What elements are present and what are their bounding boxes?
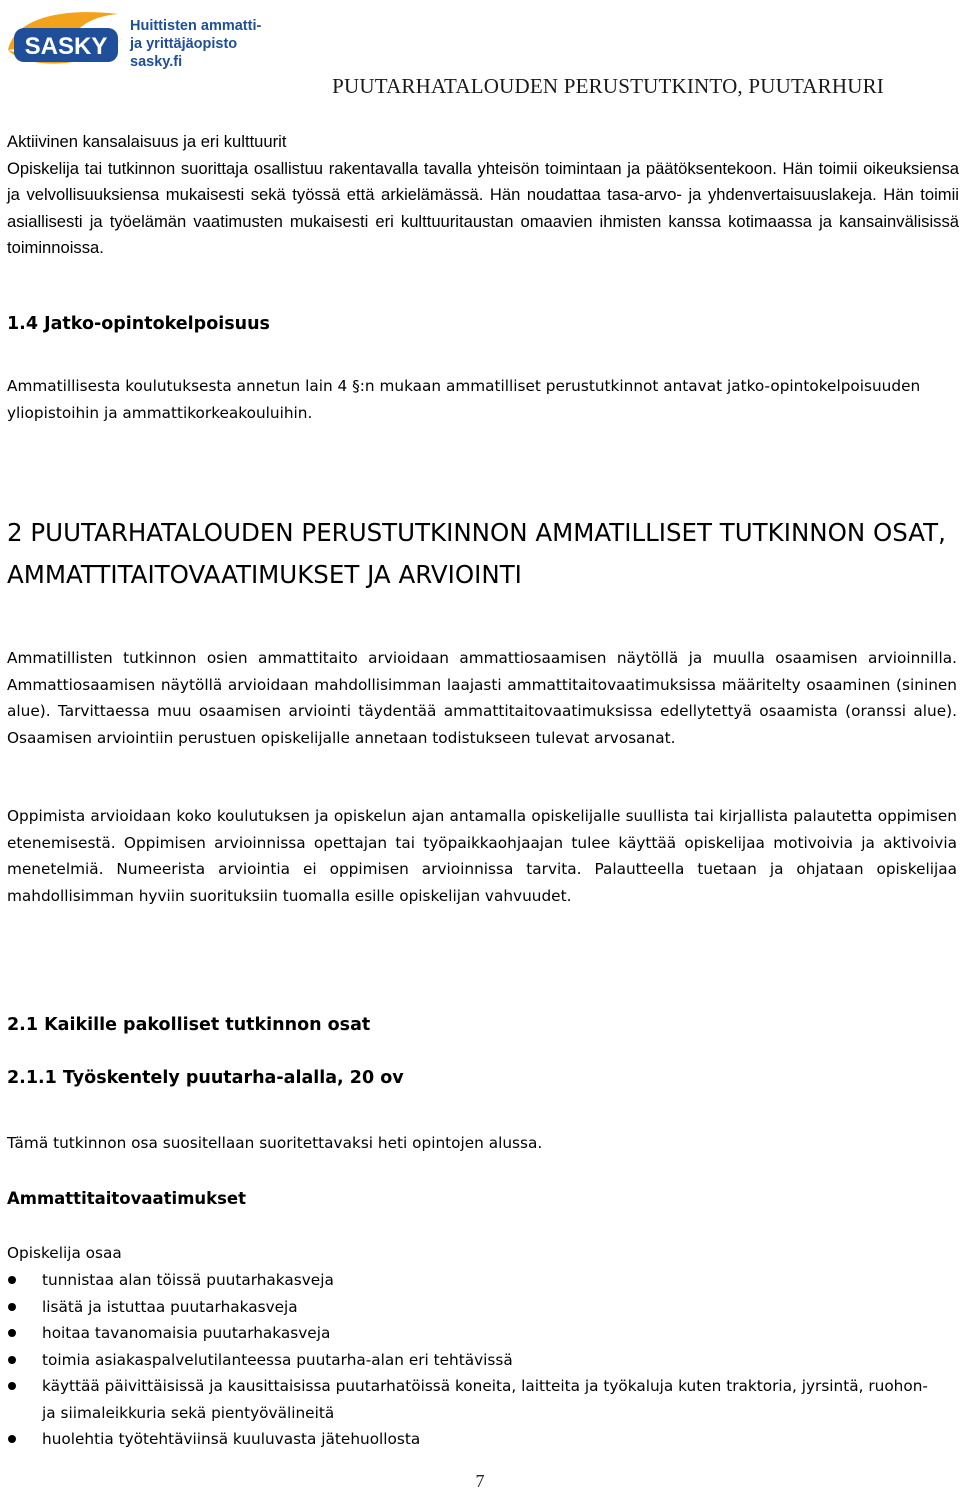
list-item: huolehtia työtehtäviinsä kuuluvasta jätehuollosta bbox=[7, 1426, 942, 1453]
list-item: lisätä ja istuttaa puutarhakasveja bbox=[7, 1294, 942, 1321]
list-item: hoitaa tavanomaisia puutarhakasveja bbox=[7, 1320, 942, 1347]
chapter-2-heading: 2 PUUTARHATALOUDEN PERUSTUTKINNON AMMATILLISET TUTKINNON OSAT, AMMATTITAITOVAATIMUKSET JA ARVIOINTI bbox=[7, 518, 946, 589]
chapter-2-paragraph-1: Ammatillisten tutkinnon osien ammattitaito arvioidaan ammattiosaamisen näytöllä ja muulla osaamisen arvioinnilla. Ammattiosaamisen näytöllä arvioidaan mahdollisimman laajasti ammattitaitovaatimuksissa määritelty osaaminen (sininen alue). Tarvittaessa muu osaamisen arviointi täydentää ammattitaitovaatimuksissa edellytettyä osaamista (oranssi alue). Osaamisen arviointiin perustuen opiskelijalle annetaan todistukseen tulevat arvosanat. bbox=[7, 649, 957, 747]
section-2-1-1-heading: 2.1.1 Työskentely puutarha-alalla, 20 ov bbox=[7, 1068, 404, 1088]
citizenship-section bbox=[7, 129, 959, 262]
list-item: käyttää päivittäisissä ja kausittaisissa puutarhatöissä koneita, laitteita ja työkaluja kuten traktoria, jyrsintä, ruohon- ja siimaleikkuria sekä pientyövälineitä bbox=[7, 1373, 942, 1426]
svg-text:ja yrittäjäopisto: ja yrittäjäopisto bbox=[130, 36, 238, 52]
document-title: PUUTARHATALOUDEN PERUSTUTKINTO, PUUTARHURI bbox=[332, 74, 884, 98]
requirements-list bbox=[7, 1267, 942, 1453]
section-2-1-1-intro: Tämä tutkinnon osa suositellaan suoritettavaksi heti opintojen alussa. bbox=[7, 1134, 543, 1152]
list-item: toimia asiakaspalvelutilanteessa puutarha-alan eri tehtävissä bbox=[7, 1347, 942, 1374]
chapter-2-paragraph-2: Oppimista arvioidaan koko koulutuksen ja opiskelun ajan antamalla opiskelijalle suullista tai kirjallista palautetta oppimisen etenemisestä. Oppimisen arvioinnissa opettajan tai työpaikkaohjaajan tulee käyttää opiskelijaa motivoivia ja aktivoivia menetelmiä. Numeerista arviointia ei oppimisen arvioinnissa tarvita. Palautteella tuetaan ja ohjataan opiskelijaa mahdollisimman hyviin suorituksiin tuomalla esille opiskelijan vahvuudet. bbox=[7, 807, 957, 905]
page-number: 7 bbox=[475, 1471, 485, 1491]
svg-text:sasky.fi: sasky.fi bbox=[130, 54, 183, 70]
svg-text:Huittisten ammatti-: Huittisten ammatti- bbox=[130, 18, 262, 34]
section-1-4-text: Ammatillisesta koulutuksesta annetun lain 4 §:n mukaan ammatilliset perustutkinnot antavat jatko-opintokelpoisuuden yliopistoihin ja ammattikorkeakouluihin. bbox=[7, 377, 921, 422]
requirements-lead: Opiskelija osaa bbox=[7, 1244, 122, 1262]
section-2-1-heading: 2.1 Kaikille pakolliset tutkinnon osat bbox=[7, 1015, 371, 1035]
requirements-subheading: Ammattitaitovaatimukset bbox=[7, 1189, 247, 1208]
svg-text:SASKY: SASKY bbox=[24, 33, 108, 60]
list-item: tunnistaa alan töissä puutarhakasveja bbox=[7, 1267, 942, 1294]
sasky-logo bbox=[6, 6, 264, 74]
citizenship-heading: Aktiivinen kansalaisuus ja eri kulttuurit bbox=[7, 132, 287, 151]
citizenship-text: Opiskelija tai tutkinnon suorittaja osallistuu rakentavalla tavalla yhteisön toimintaan ja päätöksentekoon. Hän toimii oikeuksiensa ja velvollisuuksiensa mukaisesti sekä työssä että arkielämässä. Hän noudattaa tasa-arvo- ja yhdenvertaisuuslakeja. Hän toimii asiallisesti ja työelämän vaatimusten mukaisesti eri kulttuuritaustan omaavien ihmisten kanssa kotimaassa ja kansainvälisissä toiminnoissa. bbox=[7, 158, 959, 257]
section-1-4-heading: 1.4 Jatko-opintokelpoisuus bbox=[7, 314, 270, 334]
sasky-logo-graphic bbox=[6, 6, 264, 74]
